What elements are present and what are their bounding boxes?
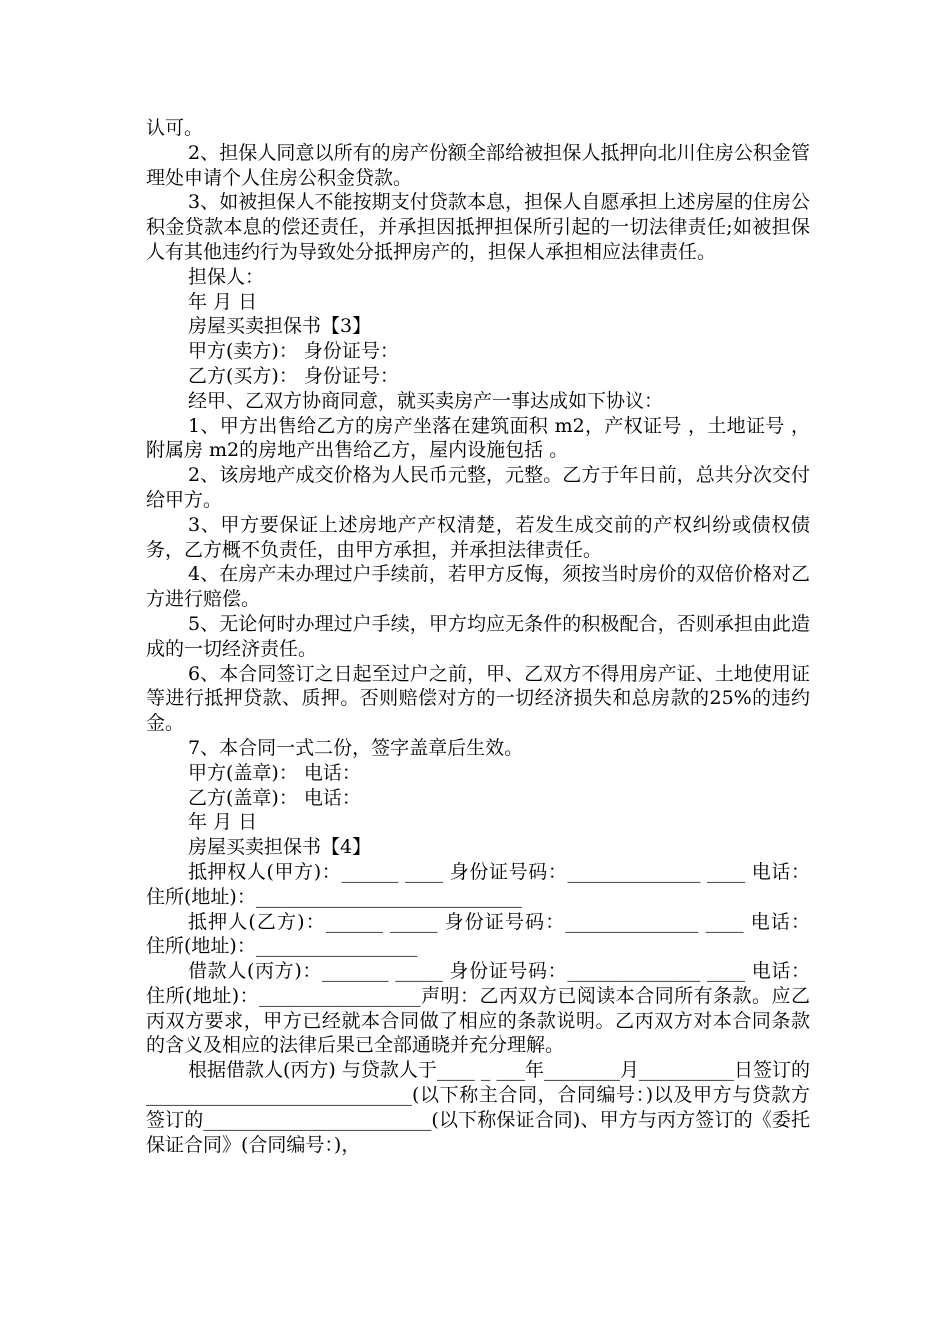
- paragraph: 6、本合同签订之日起至过户之前，甲、乙双方不得用房产证、土地使用证等进行抵押贷款、质押。否则赔偿对方的一切经济损失和总房款的25%的违约金。: [146, 662, 810, 735]
- section-heading: 房屋买卖担保书【4】: [188, 836, 372, 859]
- party-line: 甲方(卖方)： 身份证号：: [188, 340, 399, 363]
- paragraph: 2、该房地产成交价格为人民币元整，元整。乙方于年日前，总共分次交付给甲方。: [146, 464, 810, 511]
- paragraph: 2、担保人同意以所有的房产份额全部给被担保人抵押向北川住房公积金管理处申请个人住房公积金贷款。: [146, 141, 810, 189]
- paragraph: 经甲、乙双方协商同意，就买卖房产一事达成如下协议：: [188, 389, 664, 412]
- signature-line: 担保人：: [188, 265, 265, 288]
- paragraph: 7、本合同一式二份，签字盖章后生效。: [188, 736, 524, 759]
- paragraph: 1、甲方出售给乙方的房产坐落在建筑面积 m2，产权证号 ，土地证号 ，附属房 m2的房地产出售给乙方，屋内设施包括 。: [146, 414, 810, 462]
- signature-line: 甲方(盖章)： 电话：: [188, 761, 361, 784]
- paragraph: 3、如被担保人不能按期支付贷款本息，担保人自愿承担上述房屋的住房公积金贷款本息的偿还责任，并承担因抵押担保所引起的一切法律责任;如被担保人有其他违约行为导致处分抵押房产的，担保人承担相应法律责任。: [146, 191, 810, 263]
- date-line: 年 月 日: [188, 290, 258, 313]
- paragraph: 认可。: [146, 117, 204, 139]
- date-line: 年 月 日: [188, 811, 258, 834]
- party-line: 借款人(丙方)：_______ _____ 身份证号码：______________ ____ 电话： 住所(地址)：_________________声明：乙丙双方已阅读本合同所有条款。应乙丙双方要求，甲方已经就本合同做了相应的条款说明。乙丙双方对本合同条款的含义及相应的法律后果已全部通晓并充分理解。: [146, 960, 810, 1057]
- party-line: 乙方(买方)： 身份证号：: [188, 364, 399, 387]
- party-line: 抵押人(乙方)：______ _____ 身份证号码：______________ ____ 电话： 住所(地址)：_________________: [146, 910, 810, 958]
- signature-line: 乙方(盖章)： 电话：: [188, 786, 361, 809]
- section-heading: 房屋买卖担保书【3】: [188, 315, 372, 338]
- paragraph: 4、在房产未办理过户手续前，若甲方反悔，须按当时房价的双倍价格对乙方进行赔偿。: [146, 563, 810, 611]
- paragraph: 根据借款人(丙方) 与贷款人于____ _ ___年________月__________日签订的____________________________(以下称主合同，合同编号：)以及甲方与贷款方签订的________________________(以下称保证合同)、甲方与丙方签订的《委托保证合同》(合同编号：)，: [146, 1059, 810, 1156]
- paragraph: 3、甲方要保证上述房地产产权清楚，若发生成交前的产权纠纷或债权债务，乙方概不负责任，由甲方承担，并承担法律责任。: [146, 513, 810, 561]
- party-line: 抵押权人(甲方)：______ ____ 身份证号码：______________ ____ 电话： 住所(地址)：____________________________: [146, 860, 810, 908]
- document-page: [146, 116, 810, 1157]
- paragraph: 5、无论何时办理过户手续，甲方均应无条件的积极配合，否则承担由此造成的一切经济责任。: [146, 612, 810, 660]
